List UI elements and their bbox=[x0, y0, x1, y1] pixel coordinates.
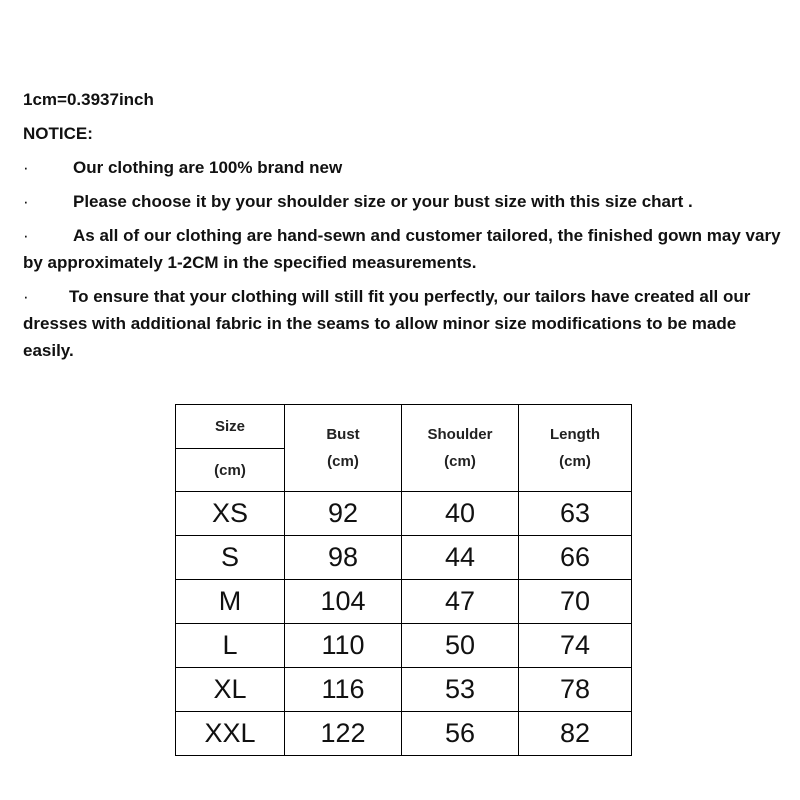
header-bust bbox=[285, 405, 402, 492]
note-text: To ensure that your clothing will still fit you perfectly, our tailors have created all our dresses with additional fabric in the seams to allow minor size modifications to be made easily. bbox=[23, 287, 751, 360]
header-shoulder-label: Shoulder bbox=[427, 426, 493, 443]
cell-shoulder: 50 bbox=[402, 624, 519, 668]
cell-length: 66 bbox=[519, 536, 632, 580]
cell-shoulder: 44 bbox=[402, 536, 519, 580]
conversion-text: 1cm=0.3937inch bbox=[23, 90, 154, 109]
cell-shoulder: 40 bbox=[402, 492, 519, 536]
cell-bust: 116 bbox=[285, 668, 402, 712]
cell-bust: 104 bbox=[285, 580, 402, 624]
note-item bbox=[23, 154, 783, 181]
table-row bbox=[176, 668, 632, 712]
cell-bust: 110 bbox=[285, 624, 402, 668]
table-row bbox=[176, 580, 632, 624]
cell-size: M bbox=[176, 580, 285, 624]
cell-length: 82 bbox=[519, 712, 632, 756]
cell-size: XL bbox=[176, 668, 285, 712]
header-bust-label: Bust bbox=[326, 426, 360, 443]
header-shoulder-unit: (cm) bbox=[444, 453, 476, 470]
table-row bbox=[176, 492, 632, 536]
note-item bbox=[23, 283, 783, 364]
cell-length: 70 bbox=[519, 580, 632, 624]
note-text: Please choose it by your shoulder size or your bust size with this size chart . bbox=[73, 192, 693, 211]
table-row bbox=[176, 712, 632, 756]
size-notes bbox=[23, 86, 783, 364]
note-text: As all of our clothing are hand-sewn and customer tailored, the finished gown may vary by approximately 1-2CM in the specified measurements. bbox=[23, 226, 781, 272]
cell-size: L bbox=[176, 624, 285, 668]
cell-size: XXL bbox=[176, 712, 285, 756]
note-text: Our clothing are 100% brand new bbox=[73, 158, 343, 177]
header-size: Size bbox=[176, 405, 285, 449]
bullet-icon: · bbox=[23, 158, 29, 177]
cell-bust: 122 bbox=[285, 712, 402, 756]
cell-shoulder: 56 bbox=[402, 712, 519, 756]
table-row bbox=[176, 624, 632, 668]
cell-shoulder: 53 bbox=[402, 668, 519, 712]
bullet-icon: · bbox=[23, 226, 29, 245]
size-chart-table bbox=[175, 404, 632, 756]
cell-length: 78 bbox=[519, 668, 632, 712]
header-bust-unit: (cm) bbox=[327, 453, 359, 470]
header-length bbox=[519, 405, 632, 492]
cell-shoulder: 47 bbox=[402, 580, 519, 624]
bullet-icon: · bbox=[23, 192, 29, 211]
note-item bbox=[23, 222, 783, 276]
header-length-label: Length bbox=[550, 426, 600, 443]
cell-size: XS bbox=[176, 492, 285, 536]
cell-bust: 92 bbox=[285, 492, 402, 536]
cell-length: 63 bbox=[519, 492, 632, 536]
cell-bust: 98 bbox=[285, 536, 402, 580]
header-size-unit: (cm) bbox=[176, 449, 285, 492]
header-shoulder bbox=[402, 405, 519, 492]
bullet-icon: · bbox=[23, 287, 29, 306]
cell-size: S bbox=[176, 536, 285, 580]
notice-label: NOTICE: bbox=[23, 124, 93, 143]
cell-length: 74 bbox=[519, 624, 632, 668]
note-item bbox=[23, 188, 783, 215]
header-length-unit: (cm) bbox=[559, 453, 591, 470]
table-row bbox=[176, 536, 632, 580]
